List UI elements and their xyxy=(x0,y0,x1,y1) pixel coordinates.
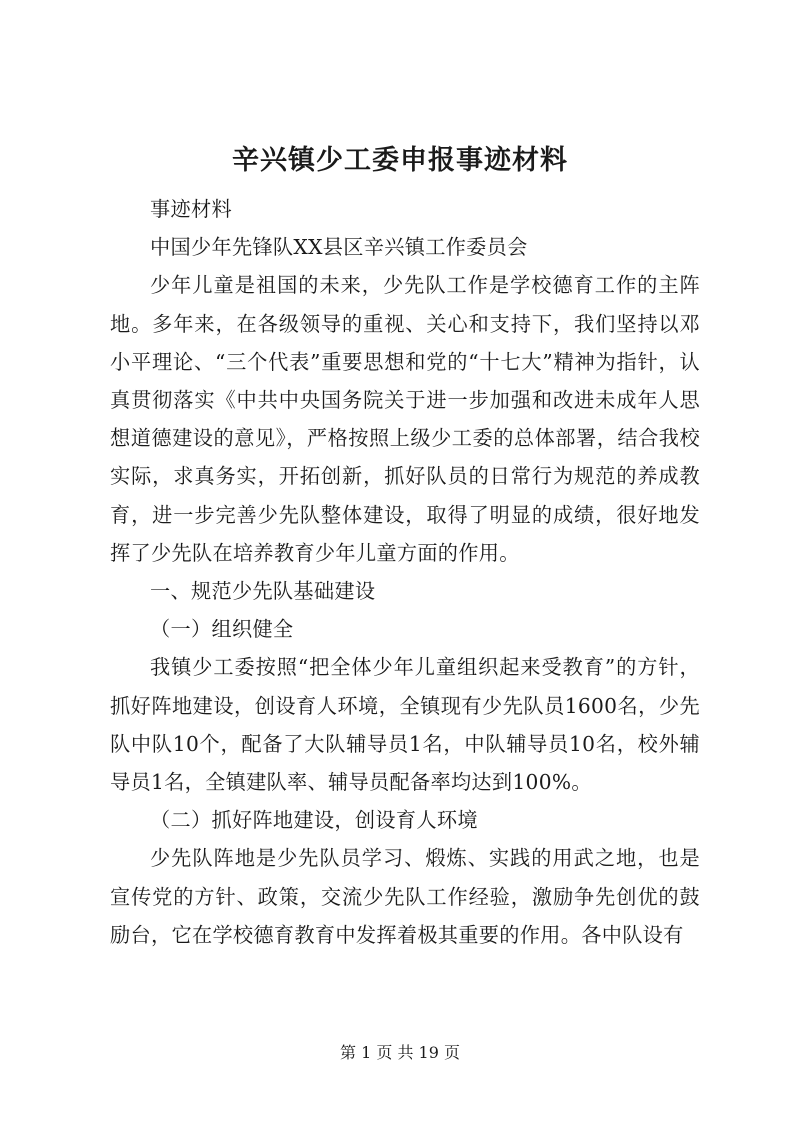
subsection-heading: （一）组织健全 xyxy=(150,617,294,642)
material-label: 事迹材料 xyxy=(150,197,232,221)
subsection-paragraph: 少先队阵地是少先队员学习、煅炼、实践的用武之地，也是宣传党的方针、政策，交流少先队工作经验，激励争先创优的鼓励台，它在学校德育教育中发挥着极其重要的作用。各中队设有 xyxy=(110,846,700,947)
document-body xyxy=(110,190,700,954)
intro-paragraph: 少年儿童是祖国的未来，少先队工作是学校德育工作的主阵地。多年来，在各级领导的重视、关心和支持下，我们坚持以邓小平理论、“三个代表”重要思想和党的“十七大”精神为指针，认真贯彻落实《中共中央国务院关于进一步加强和改进未成年人思想道德建设的意见》，严格按照上级少工委的总体部署，结合我校实际，求真务实，开拓创新，抓好队员的日常行为规范的养成教育，进一步完善少先队整体建设，取得了明显的成绩，很好地发挥了少先队在培养教育少年儿童方面的作用。 xyxy=(110,273,700,565)
organization-name: 中国少年先锋队XX县区辛兴镇工作委员会 xyxy=(150,235,528,260)
page-footer: 第 1 页 共 19 页 xyxy=(340,1043,460,1062)
section-heading: 一、规范少先队基础建设 xyxy=(150,579,376,604)
document-title: 辛兴镇少工委申报事迹材料 xyxy=(232,145,568,176)
subsection-heading: （二）抓好阵地建设，创设育人环境 xyxy=(150,808,478,833)
subsection-paragraph: 我镇少工委按照“把全体少年儿童组织起来受教育”的方针，抓好阵地建设，创设育人环境，全镇现有少先队员1600名，少先队中队10个，配备了大队辅导员1名，中队辅导员10名，校外辅导员1名，全镇建队率、辅导员配备率均达到100%。 xyxy=(110,655,700,795)
